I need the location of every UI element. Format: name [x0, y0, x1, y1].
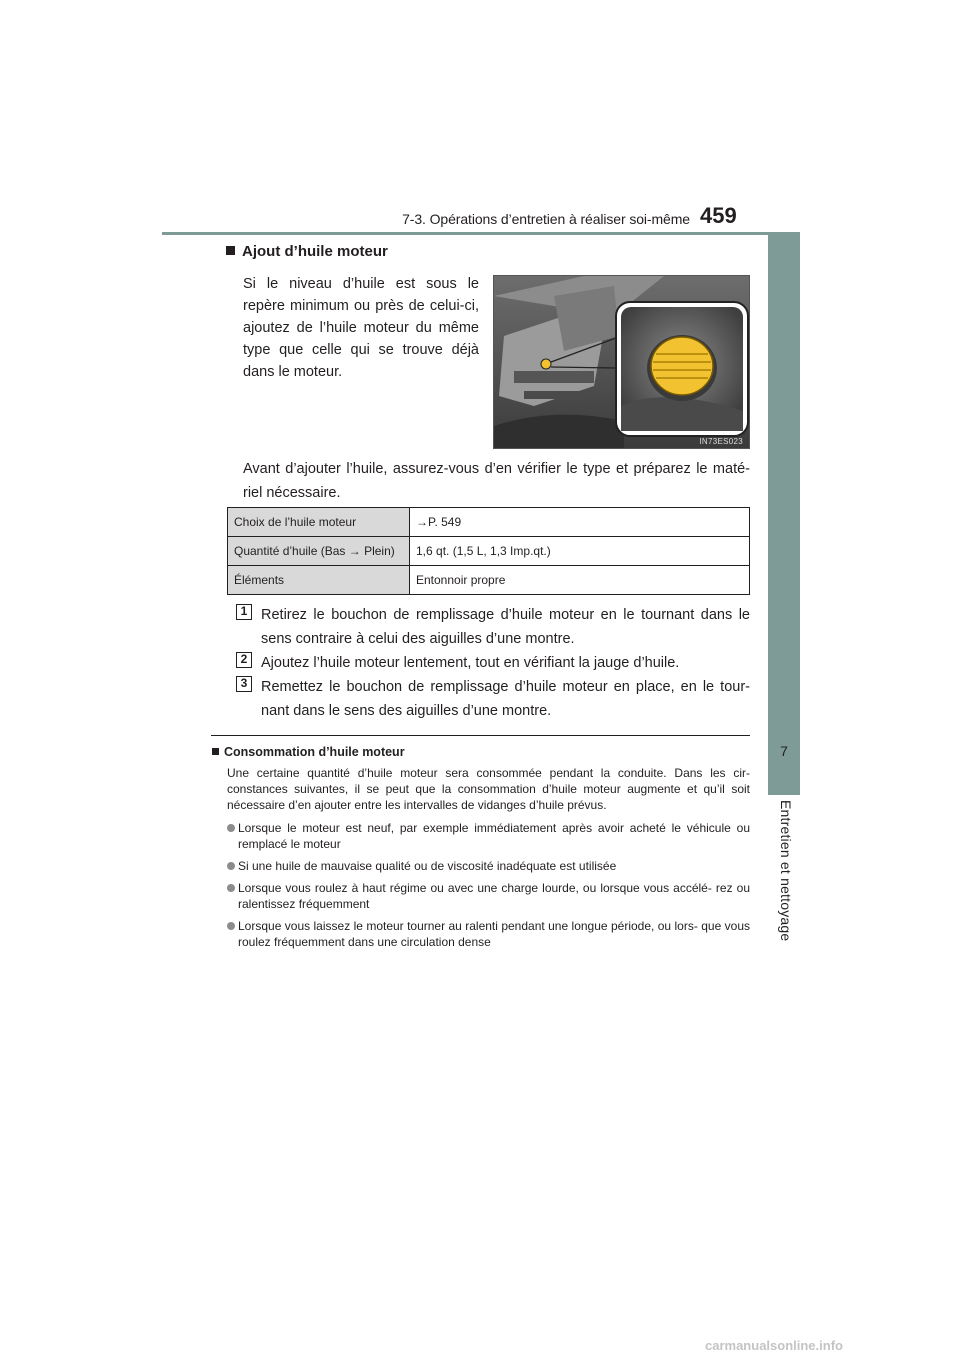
black-square-icon — [226, 246, 235, 255]
gray-circle-icon — [227, 862, 235, 870]
spec-label: Choix de l’huile moteur — [228, 508, 410, 537]
image-reference-code: IN73ES023 — [699, 437, 743, 446]
list-item — [227, 880, 750, 912]
section-heading-text: Ajout d’huile moteur — [242, 243, 388, 260]
spec-value: →P. 549 — [410, 508, 750, 537]
list-item-text: Lorsque le moteur est neuf, par exemple immédiatement après avoir acheté le véhicule ou remplacé le moteur — [238, 821, 750, 851]
engine-oil-cap-illustration — [493, 275, 750, 449]
chapter-label: Entretien et nettoyage — [778, 800, 794, 942]
header-rule — [162, 232, 800, 235]
engine-bay-drawing — [494, 276, 750, 449]
note-paragraph: Une certaine quantité d’huile moteur sera consommée pendant la conduite. Dans les cir- constances suivantes, il se peut que la consommation d’huile moteur augmente et qu’il soit nécessaire d’en ajouter entre les intervalles de vidanges d’huile prévus. — [227, 766, 750, 812]
spec-value: Entonnoir propre — [410, 566, 750, 595]
section-divider — [211, 735, 750, 736]
list-item — [227, 858, 750, 874]
oil-spec-table — [227, 507, 750, 595]
spec-label: Quantité d’huile (Bas → Plein) — [228, 537, 410, 566]
spec-label: Éléments — [228, 566, 410, 595]
note-heading-text: Consommation d’huile moteur — [224, 745, 405, 759]
table-row — [228, 566, 750, 595]
list-item-text: Si une huile de mauvaise qualité ou de viscosité inadéquate est utilisée — [238, 859, 617, 873]
step-1 — [236, 603, 750, 651]
gray-circle-icon — [227, 922, 235, 930]
section-heading — [226, 243, 388, 260]
step-text: Ajoutez l’huile moteur lentement, tout en vérifiant la jauge d’huile. — [261, 655, 680, 671]
step-3 — [236, 675, 750, 723]
list-item-text: Lorsque vous laissez le moteur tourner au ralenti pendant une longue période, ou lors- que vous roulez fréquemment dans une circulation dense — [238, 919, 750, 949]
preparation-paragraph: Avant d’ajouter l’huile, assurez-vous d’en vérifier le type et préparez le maté- riel nécessaire. — [243, 461, 750, 501]
table-row — [228, 537, 750, 566]
spec-value: 1,6 qt. (1,5 L, 1,3 Imp.qt.) — [410, 537, 750, 566]
step-text: Remettez le bouchon de remplissage d’huile moteur en place, en le tour- nant dans le sens des aiguilles d’une montre. — [261, 679, 750, 719]
intro-paragraph: Si le niveau d’huile est sous le repère minimum ou près de celui-ci, ajoutez de l’huile moteur du même type que celle qui se trouve déjà dans le moteur. — [243, 276, 479, 380]
step-number-badge: 2 — [236, 652, 252, 668]
step-text: Retirez le bouchon de remplissage d’huile moteur en le tournant dans le sens contraire à celui des aiguilles d’une montre. — [261, 607, 750, 647]
list-item — [227, 820, 750, 852]
gray-circle-icon — [227, 824, 235, 832]
section-title: 7-3. Opérations d’entretien à réaliser soi-même — [402, 211, 690, 227]
gray-circle-icon — [227, 884, 235, 892]
black-square-icon — [212, 748, 219, 755]
step-number-badge: 3 — [236, 676, 252, 692]
step-2 — [236, 651, 750, 675]
list-item — [227, 918, 750, 950]
chapter-tab — [768, 232, 800, 795]
consumption-conditions-list — [227, 820, 750, 956]
page-number: 459 — [700, 203, 737, 228]
list-item-text: Lorsque vous roulez à haut régime ou avec une charge lourde, ou lorsque vous accélé- rez ou ralentissez fréquemment — [238, 881, 750, 911]
site-watermark: carmanualsonline.info — [705, 1338, 843, 1353]
step-number-badge: 1 — [236, 604, 252, 620]
note-heading — [212, 745, 405, 759]
chapter-number: 7 — [780, 743, 788, 759]
table-row — [228, 508, 750, 537]
